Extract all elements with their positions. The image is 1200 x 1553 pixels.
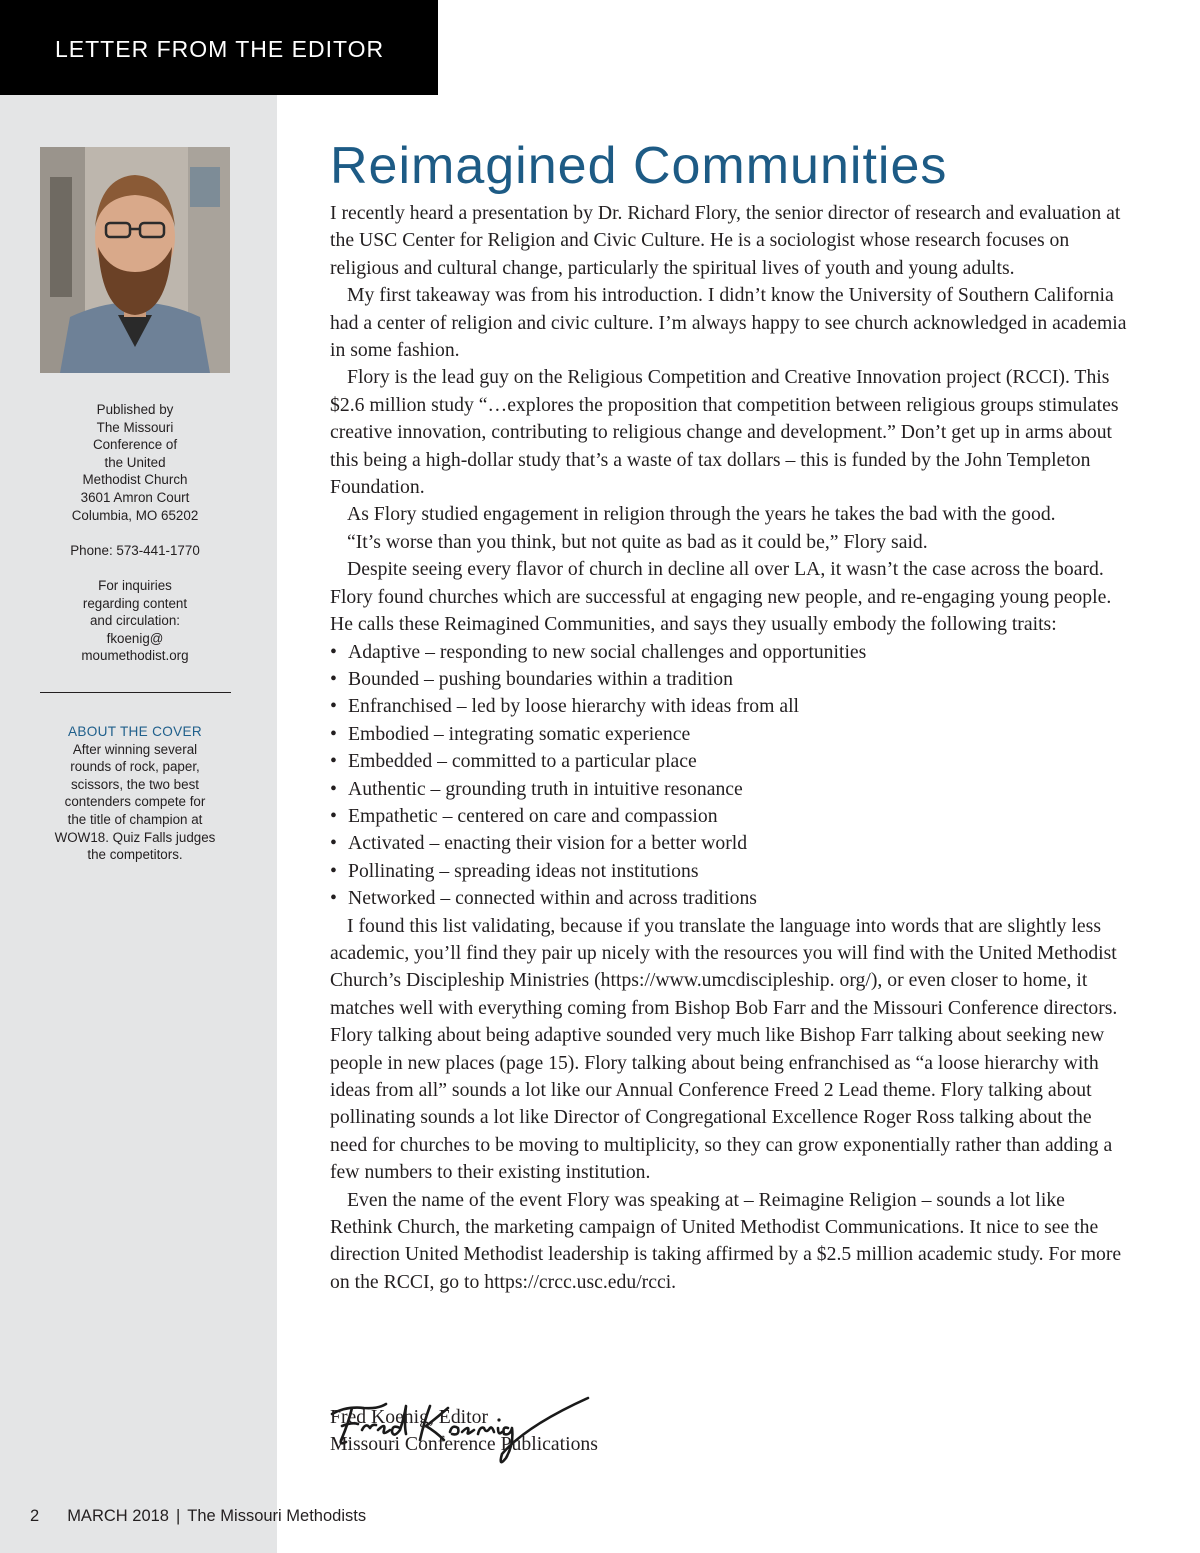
editor-photo xyxy=(40,147,230,373)
bullet-icon: • xyxy=(330,887,337,910)
bullet-icon: • xyxy=(330,750,337,773)
paragraph-line: Farr and the Missouri Conference directors. Flory talking about being adaptive sounded xyxy=(330,996,1118,1047)
bullet-icon: • xyxy=(330,777,337,800)
paragraph-line: tax dollars – this is funded by the John Templeton Foundation. xyxy=(330,448,1091,499)
paragraph-line: to be moving to multiplicity, so they can grow exponentially rather than adding a few xyxy=(330,1133,1113,1184)
traits-list xyxy=(330,639,1130,913)
trait-item xyxy=(330,776,1130,803)
trait-item xyxy=(330,639,1130,666)
trait-item xyxy=(330,693,1130,720)
paragraph-line: I recently heard a presentation by Dr. Richard Flory, the senior director of research and xyxy=(330,202,1015,224)
bullet-icon: • xyxy=(330,695,337,718)
paragraph-line: young people. He calls these Reimagined Communities, and says they usually embody the xyxy=(330,585,1112,636)
about-the-cover-text: After winning several rounds of rock, paper, scissors, the two best contenders compete for the title of champion at WOW18. Quiz Falls judges the competitors. xyxy=(54,741,216,863)
trait-item xyxy=(330,885,1130,912)
trait-text: Embedded – committed to a particular place xyxy=(348,750,697,773)
bullet-icon: • xyxy=(330,722,337,745)
editor-portrait-image xyxy=(40,147,230,373)
bullet-icon: • xyxy=(330,667,337,690)
bullet-icon: • xyxy=(330,832,337,855)
paragraph-line: the United Methodist Church’s Discipleship Ministries (https://www.umcdiscipleship. xyxy=(330,941,1117,992)
editor-name-title: Fred Koenig, Editor xyxy=(330,1406,489,1428)
publisher-address: Published by The Missouri Conference of the United Methodist Church 3601 Amron Court Columbia, MO 65202 xyxy=(71,402,199,523)
footer-separator: | xyxy=(175,1507,181,1525)
paragraph-line: development.” Don’t get up in arms about this being a high-dollar study that’s a waste of xyxy=(330,421,1113,471)
paragraph-line: evaluation at the USC Center for Religion and Civic Culture. He is a sociologist whose xyxy=(330,202,1121,252)
editor-organization: Missouri Conference Publications xyxy=(330,1433,598,1456)
trait-text: Adaptive – responding to new social challenges and opportunities xyxy=(348,640,867,663)
paragraph-line: numbers to their existing institution. xyxy=(364,1161,651,1184)
article-intro xyxy=(330,200,1130,639)
paragraph-line: very much like Bishop Farr talking about seeking new people in new places (page 15). Flory xyxy=(330,1024,1105,1074)
trait-text: Networked – connected within and across traditions xyxy=(348,887,757,910)
article-paragraph xyxy=(330,501,1130,528)
publisher-contact: For inquiries regarding content and circulation: fkoenig@ moumethodist.org xyxy=(81,577,189,664)
trait-item xyxy=(330,803,1130,830)
article-conclusion xyxy=(330,913,1130,1297)
article-paragraph xyxy=(330,364,1130,501)
section-header xyxy=(0,0,438,95)
paragraph-line: acknowledged in academia in some fashion. xyxy=(330,311,1127,362)
trait-text: Embodied – integrating somatic experience xyxy=(348,722,691,745)
paragraph-line: like Director of Congregational Excellence Roger Ross talking about the need for churches xyxy=(330,1106,1092,1156)
paragraph-line: As Flory studied engagement in religion through the years he takes the bad with the good. xyxy=(347,503,1056,526)
about-the-cover-title: ABOUT THE COVER xyxy=(68,724,202,739)
paragraph-line: “It’s worse than you think, but not quite as bad as it could be,” Flory said. xyxy=(347,530,928,553)
article-title: Reimagined Communities xyxy=(330,137,948,195)
publisher-info xyxy=(30,401,240,683)
paragraph-line: My first takeaway was from his introduction. I didn’t know the University of Southern xyxy=(347,284,1030,307)
trait-item xyxy=(330,721,1130,748)
trait-text: Enfranchised – led by loose hierarchy with ideas from all xyxy=(348,695,800,718)
paragraph-line: following traits: xyxy=(930,613,1057,636)
trait-text: Pollinating – spreading ideas not institutions xyxy=(348,859,699,882)
paragraph-line: California had a center of religion and civic culture. I’m always happy to see church xyxy=(330,284,1114,334)
issue-date: MARCH 2018 xyxy=(67,1507,169,1525)
sign-off xyxy=(330,1404,598,1459)
trait-item xyxy=(330,666,1130,693)
trait-item xyxy=(330,830,1130,857)
article-paragraph xyxy=(330,1187,1130,1297)
article-paragraph xyxy=(330,556,1130,638)
paragraph-line: Despite seeing every flavor of church in decline all over LA, it wasn’t the case across the xyxy=(347,558,1050,581)
trait-item xyxy=(330,858,1130,885)
bullet-icon: • xyxy=(330,640,337,663)
paragraph-line: talking about being enfranchised as “a loose hierarchy with ideas from all” sounds a lot like xyxy=(330,1051,1099,1101)
paragraph-line: academic study. For more on the RCCI, go to https://crcc.usc.edu/rcci. xyxy=(330,1243,1122,1293)
trait-text: Empathetic – centered on care and compassion xyxy=(348,804,718,827)
trait-item xyxy=(330,748,1130,775)
bullet-icon: • xyxy=(330,804,337,827)
paragraph-line: like Rethink Church, the marketing campaign of United Methodist Communications. It xyxy=(330,1188,1065,1239)
paragraph-line: org/), or even closer to home, it matches well with everything coming from Bishop Bob xyxy=(330,969,1088,1019)
trait-text: Bounded – pushing boundaries within a tradition xyxy=(348,667,733,690)
trait-text: Activated – enacting their vision for a better world xyxy=(348,832,748,855)
about-the-cover xyxy=(30,723,240,864)
article-paragraph xyxy=(330,282,1130,364)
sidebar-divider xyxy=(40,692,231,693)
paragraph-line: our Annual Conference Freed 2 Lead theme. Flory talking about pollinating sounds a lot xyxy=(330,1079,1092,1129)
paragraph-line: Even the name of the event Flory was speaking at – Reimagine Religion – sounds a lot xyxy=(347,1188,1031,1211)
paragraph-line: board. Flory found churches which are successful at engaging new people, and re-engaging xyxy=(330,558,1104,608)
paragraph-line: nice to see the direction United Methodist leadership is taking affirmed by a $2.5 million xyxy=(330,1216,1099,1266)
article-paragraph xyxy=(330,200,1130,282)
article-paragraph xyxy=(330,529,1130,556)
paragraph-line: slightly less academic, you’ll find they pair up nicely with the resources you will find with xyxy=(330,914,1101,964)
paragraph-line: I found this list validating, because if you translate the language into words that are xyxy=(347,914,1003,937)
article-body xyxy=(330,200,1130,1296)
sidebar xyxy=(0,95,277,1553)
paragraph-line: and young adults. xyxy=(875,256,1015,279)
trait-text: Authentic – grounding truth in intuitive resonance xyxy=(348,777,743,800)
section-label: LETTER FROM THE EDITOR xyxy=(55,36,385,62)
page-number: 2 xyxy=(30,1507,40,1525)
paragraph-line: religious groups stimulates creative innovation, contributing to religious change and xyxy=(330,393,1119,444)
bullet-icon: • xyxy=(330,859,337,882)
article-paragraph xyxy=(330,913,1130,1187)
paragraph-line: research focuses on religious and cultural change, particularly the spiritual lives of youth xyxy=(330,229,1070,279)
page-footer xyxy=(30,1507,366,1526)
paragraph-line: (RCCI). This $2.6 million study “…explores the proposition that competition between xyxy=(330,366,1110,416)
publication-name: The Missouri Methodists xyxy=(187,1507,367,1525)
contact-email-domain: moumethodist.org xyxy=(81,648,189,664)
contact-email-user: fkoenig@ xyxy=(106,630,164,646)
publisher-phone: Phone: 573-441-1770 xyxy=(70,542,200,558)
paragraph-line: Flory is the lead guy on the Religious Competition and Creative Innovation project xyxy=(347,366,1001,389)
